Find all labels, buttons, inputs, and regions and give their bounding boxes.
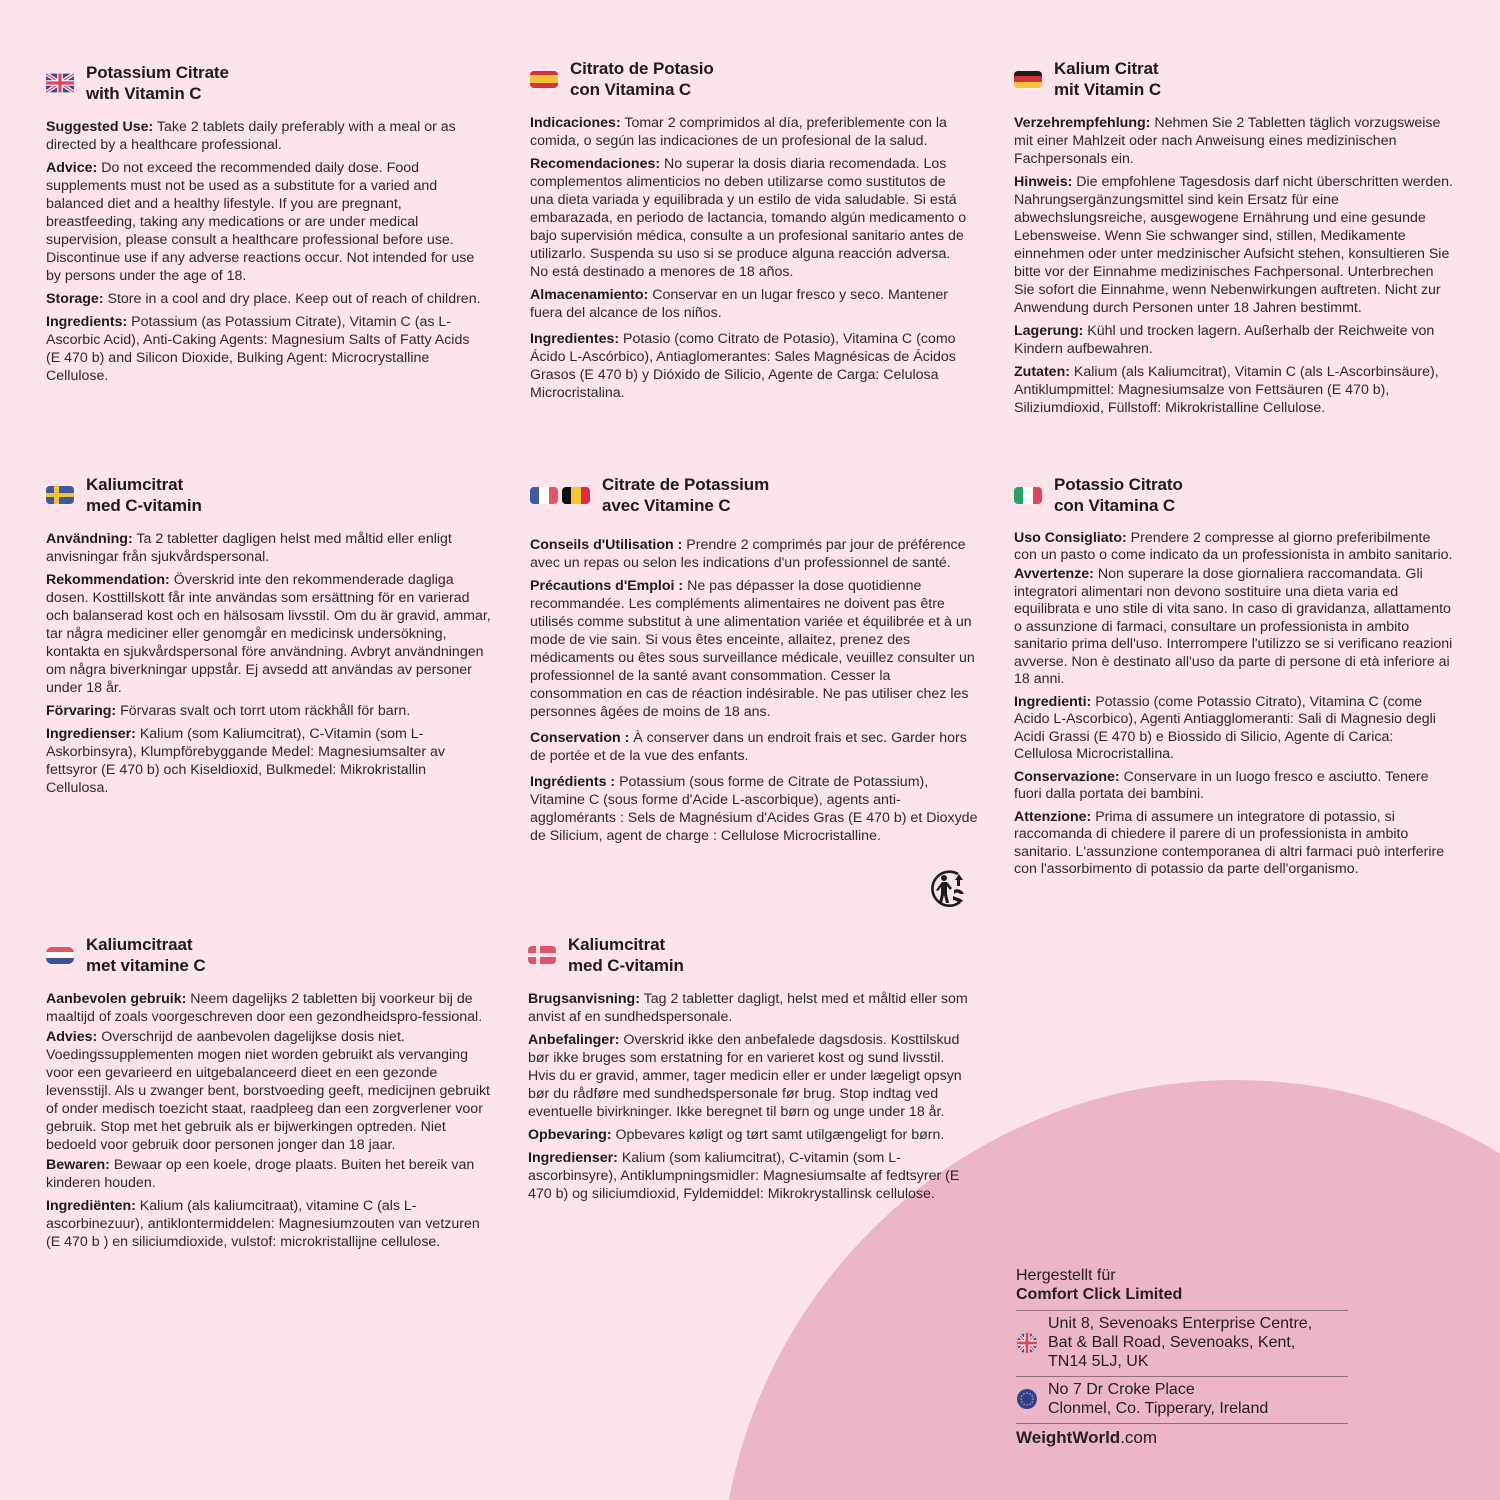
- address-line: TN14 5LJ, UK: [1048, 1353, 1149, 1370]
- manufacturer-info: [1016, 1266, 1348, 1447]
- section-swedish: [46, 474, 491, 802]
- eu-flag-icon: [1016, 1389, 1038, 1409]
- denmark-flag-icon: [528, 946, 556, 964]
- ingredients: Zutaten: Kalium (als Kaliumcitrat), Vitamin C (als L-Ascorbinsäure), Antiklumpmittel: Magnesiumsalze von Fettsäuren (E 470 b), Siliziumdioxid, Füllstoff: Mikrokristalline Cellulose.: [1014, 364, 1439, 416]
- warnings: Avvertenze: Non superare la dose giornaliera raccomandata. Gli integratori alimentari non devono sostituire una dieta varia ed equilibrata e uno stile di vita sano. In caso di gravidanza, allattamento o assunzione di farmaci, consultare un professionista in ambito sanitario prima dell'uso. Interrompere l'utilizzo se si verificano reazioni avverse. Non è destinato all'uso da parte di persone di età inferiore ai 18 anni.: [1014, 566, 1453, 687]
- advice: Advies: Overschrijd de aanbevolen dagelijkse dosis niet. Voedingssupplementen mogen niet worden gebruikt als vervanging voor een gevarieerd en uitgebalanceerd dieet en een gezonde levensstijl. Als u zwanger bent, borstvoeding geeft, medicijnen gebruikt of onder medisch toezicht staat, raadpleeg dan een zorgverlener voor gebruik. Stop met het gebruik als er bijwerkingen optreden. Niet bedoeld voor gebruik door personen jonger dan 18 jaar.: [46, 1029, 491, 1153]
- section-spanish: [530, 58, 970, 407]
- germany-flag-icon: [1014, 71, 1042, 88]
- storage: Lagerung: Kühl und trocken lagern. Außerhalb der Reichweite von Kindern aufbewahren.: [1014, 323, 1435, 357]
- uk-address: [1016, 1310, 1348, 1376]
- spain-flag-icon: [530, 71, 558, 88]
- suggested-use: Suggested Use: Take 2 tablets daily preferably with a meal or as directed by a healthcare professional.: [46, 119, 456, 153]
- recommended-intake: Verzehrempfehlung: Nehmen Sie 2 Tabletten täglich vorzugsweise mit einer Mahlzeit oder nach Anweisung eines medizinischen Fachpersonals ein.: [1014, 115, 1441, 167]
- company-name: Comfort Click Limited: [1016, 1286, 1183, 1303]
- ingredients: Ingrediënten: Kalium (als kaliumcitraat), vitamine C (als L-ascorbinezuur), antiklontermiddelen: Magnesiumzouten van vetzuren (E 470 b ) en siliciumdioxide, vulstof: microkristallijne cellulose.: [46, 1198, 480, 1250]
- address-line: Clonmel, Co. Tipperary, Ireland: [1048, 1400, 1269, 1417]
- section-danish: [528, 934, 973, 1208]
- section-title: Citrate de Potassium avec Vitamine C: [602, 475, 770, 515]
- section-french: [530, 474, 980, 850]
- made-for-label: Hergestellt für: [1016, 1267, 1116, 1284]
- recommendation: Rekommendation: Överskrid inte den rekommenderade dagliga dosen. Kosttillskott får inte användas som ersättning för en varierad och balanserad kost och en hälsosam livsstil. Om du är gravid, ammar, tar några mediciner eller genomgår en medicinsk undersökning, kontakta en sjukvårdspersonal före användning. Avbryt användningen om några biverkningar uppstår. Ej avsedd att användas av personer under 18 år.: [46, 572, 491, 696]
- italy-flag-icon: [1014, 487, 1042, 504]
- uk-flag-icon: [46, 73, 74, 93]
- usage: Användning: Ta 2 tabletter dagligen helst med måltid eller enligt anvisningar från sjukvårdspersonal.: [46, 531, 452, 565]
- section-dutch: [46, 934, 491, 1256]
- section-title: Potassium Citrate with Vitamin C: [86, 63, 229, 103]
- recommended-use: Uso Consigliato: Prendere 2 compresse al giorno preferibilmente con un pasto o come indicato da un professionista in ambito sanitario.: [1014, 530, 1453, 563]
- france-belgium-flag-icon: [530, 487, 590, 504]
- recommendations: Recomendaciones: No superar la dosis diaria recomendada. Los complementos alimenticios no deben utilizarse como sustitutos de una dieta variada y equilibrada y un estilo de vida saludable. Si está embarazada, en periodo de lactancia, tomando algún medicamento o bajo supervisión médica, consulte a un profesional sanitario antes de utilizarlo. Suspenda su uso si se produce alguna reacción adversa. No está destinado a menores de 18 años.: [530, 156, 967, 280]
- storage: Storage: Store in a cool and dry place. Keep out of reach of children.: [46, 291, 481, 307]
- advice: Advice: Do not exceed the recommended daily dose. Food supplements must not be used as a substitute for a varied and balanced diet and a healthy lifestyle. If you are pregnant, breastfeeding, taking any medications or are under medical supervision, please consult a healthcare professional before use. Discontinue use if any adverse reactions occur. Not intended for use by persons under the age of 18.: [46, 160, 475, 284]
- ingredients: Ingredients: Potassium (as Potassium Citrate), Vitamin C (as L-Ascorbic Acid), Anti-Caking Agents: Magnesium Salts of Fatty Acids (E 470 b) and Silicon Dioxide, Bulking Agent: Microcrystalline Cellulose.: [46, 314, 470, 384]
- storage: Almacenamiento: Conservar en un lugar fresco y seco. Mantener fuera del alcance de los niños.: [530, 287, 948, 321]
- address-line: Bat & Ball Road, Sevenoaks, Kent,: [1048, 1334, 1296, 1351]
- ingredients: Ingredienser: Kalium (som kaliumcitrat), C-vitamin (som L-ascorbinsyre), Antiklumpningsmidler: Magnesiumsalte af fedtsyrer (E 470 b) og siliciumdioxid, Fyldemiddel: Mikrokrystallinsk cellulose.: [528, 1150, 960, 1202]
- storage: Opbevaring: Opbevares køligt og tørt samt utilgængeligt for børn.: [528, 1127, 945, 1143]
- storage: Bewaren: Bewaar op een koele, droge plaats. Buiten het bereik van kinderen houden.: [46, 1157, 475, 1191]
- indications: Indicaciones: Tomar 2 comprimidos al día, preferiblemente con la comida, o según las indicaciones de un profesional de la salud.: [530, 115, 947, 149]
- website-link[interactable]: WeightWorld.com: [1016, 1423, 1348, 1447]
- address-line: Unit 8, Sevenoaks Enterprise Centre,: [1048, 1315, 1313, 1332]
- usage-advice: Conseils d'Utilisation : Prendre 2 comprimés par jour de préférence avec un repas ou selon les indications d'un professionnel de santé.: [530, 537, 966, 571]
- address-line: No 7 Dr Croke Place: [1048, 1381, 1195, 1398]
- ingredients: Ingredientes: Potasio (como Citrato de Potasio), Vitamina C (como Ácido L-Ascórbico), Antiaglomerantes: Sales Magnésicas de Ácidos Grasos (E 470 b) y Dióxido de Silicio, Agente de Carga: Celulosa Microcristalina.: [530, 331, 956, 401]
- section-title: Kaliumcitrat med C-vitamin: [568, 935, 684, 975]
- netherlands-flag-icon: [46, 947, 74, 964]
- recommendations: Anbefalinger: Overskrid ikke den anbefalede dagsdosis. Kosttilskud bør ikke bruges som erstatning for en varieret kost og sund livsstil. Hvis du er gravid, ammer, tager medicin eller er under lægeligt opsyn bør du rådføre med sundhedspersonale før brug. Stop indtag ved eventuelle bivirkninger. Ikke beregnet til børn og unge under 18 år.: [528, 1032, 962, 1120]
- section-german: [1014, 58, 1454, 422]
- recommended-use: Aanbevolen gebruik: Neem dagelijks 2 tabletten bij voorkeur bij de maaltijd of zoals voorgeschreven door een gezondheidspro-fessional.: [46, 991, 483, 1025]
- sweden-flag-icon: [46, 486, 74, 504]
- precautions: Précautions d'Emploi : Ne pas dépasser la dose quotidienne recommandée. Les compléments alimentaires ne doivent pas être utilisés comme substitut à une alimentation variée et équilibrée et à un mode de vie sain. Si vous êtes enceinte, allaitez, prenez des médicaments ou êtes sous surveillance médicale, veuillez consulter un professionnel de la santé avant consommation. Cesser la consommation en cas de réaction indésirable. Ne pas utiliser chez les personnes âgées de moins de 18 ans.: [530, 578, 975, 720]
- ingredients: Ingrédients : Potassium (sous forme de Citrate de Potassium), Vitamine C (sous forme d'Acide L-ascorbique), agents anti-agglomérants : Sels de Magnésium d'Acides Gras (E 470 b) et Dioxyde de Silicium, agent de charge : Cellulose Microcristalline.: [530, 774, 978, 844]
- section-title: Potassio Citrato con Vitamina C: [1054, 475, 1183, 515]
- section-title: Kaliumcitraat met vitamine C: [86, 935, 206, 975]
- section-title: Kalium Citrat mit Vitamin C: [1054, 59, 1162, 99]
- instructions: Brugsanvisning: Tag 2 tabletter dagligt, helst med et måltid eller som anvist af en sundhedspersonale.: [528, 991, 968, 1025]
- section-english: [46, 62, 486, 390]
- section-title: Citrato de Potasio con Vitamina C: [570, 59, 714, 99]
- ingredients: Ingredienser: Kalium (som Kaliumcitrat), C-Vitamin (som L-Askorbinsyra), Klumpförebyggande Medel: Magnesiumsalter av fettsyror (E 470 b) och Kiseldioxid, Bulkmedel: Mikrokristallin Cellulosa.: [46, 726, 446, 796]
- note: Hinweis: Die empfohlene Tagesdosis darf nicht überschritten werden. Nahrungsergänzungsmittel sind kein Ersatz für eine abwechslungsreiche, ausgewogene Ernährung und eine gesunde Lebensweise. Wenn Sie schwanger sind, stillen, Medikamente einnehmen oder unter medzinischer Aufsicht stehen, konsultieren Sie bitte vor der Einnahme medizinisches Fachpersonal. Unterbrechen Sie sofort die Einnahme, wenn Nebenwirkungen auftreten. Nicht zur Anwendung durch Personen unter 18 Jahren bestimmt.: [1014, 174, 1453, 316]
- section-italian: [1014, 474, 1454, 884]
- eu-address: [1016, 1376, 1348, 1423]
- storage: Förvaring: Förvaras svalt och torrt utom räckhåll för barn.: [46, 703, 411, 719]
- storage: Conservation : À conserver dans un endroit frais et sec. Garder hors de portée et de la vue des enfants.: [530, 730, 967, 764]
- section-title: Kaliumcitrat med C-vitamin: [86, 475, 202, 515]
- attention: Attenzione: Prima di assumere un integratore di potassio, si raccomanda di chiedere il parere di un professionista in ambito sanitario. L'assunzione contemporanea di altri farmaci può interferire con l'assorbimento di potassio da parte dell'organismo.: [1014, 808, 1445, 877]
- ingredients: Ingredienti: Potassio (come Potassio Citrato), Vitamina C (come Acido L-Ascorbico), Agenti Antiagglomeranti: Sali di Magnesio degli Acidi Grassi (E 470 b) e Biossido di Silicio, Agente di Carica: Cellulosa Microcristallina.: [1014, 693, 1436, 762]
- uk-flag-icon: [1016, 1333, 1038, 1353]
- recycle-icon: [928, 868, 970, 910]
- storage: Conservazione: Conservare in un luogo fresco e asciutto. Tenere fuori dalla portata dei bambini.: [1014, 768, 1429, 802]
